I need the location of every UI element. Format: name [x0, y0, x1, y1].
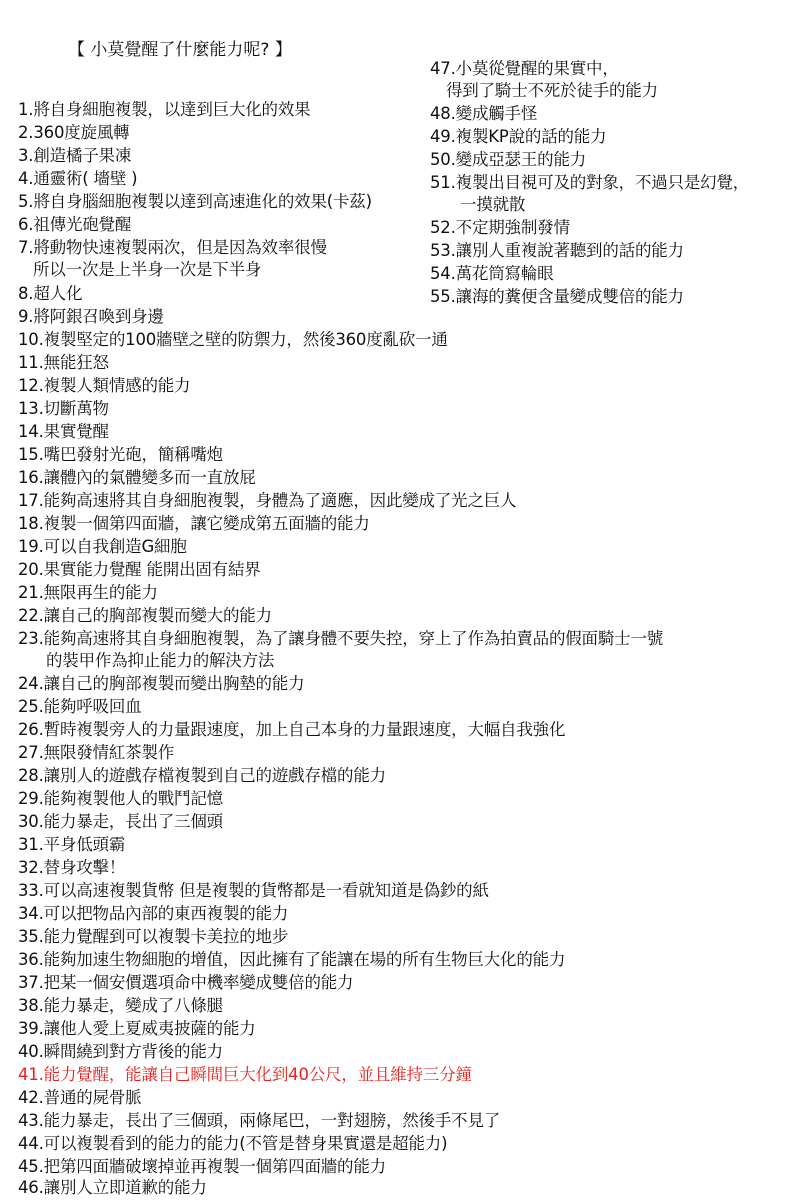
list-item: 33.可以高速複製貨幣 但是複製的貨幣都是一看就知道是偽鈔的紙 [18, 881, 489, 900]
list-item: 4.通靈術( 墻壁 ) [18, 169, 138, 188]
list-item: 23.能夠高速將其自身細胞複製，為了讓身體不要失控，穿上了作為拍賣品的假面騎士一號 [18, 629, 664, 648]
list-item: 12.複製人類情感的能力 [18, 376, 191, 395]
list-item-continuation: 的裝甲作為抑止能力的解決方法 [46, 651, 275, 670]
list-item: 53.讓別人重複說著聽到的話的能力 [430, 241, 684, 260]
list-item: 25.能夠呼吸回血 [18, 697, 142, 716]
list-item: 49.複製KP說的話的能力 [430, 127, 607, 146]
list-item: 16.讓體內的氣體變多而一直放屁 [18, 468, 256, 487]
list-item: 43.能力暴走，長出了三個頭，兩條尾巴，一對翅膀，然後手不見了 [18, 1111, 501, 1130]
list-item: 45.把第四面牆破壞掉並再複製一個第四面牆的能力 [18, 1157, 386, 1176]
page-title: 【 小莫覺醒了什麼能力呢? 】 [68, 40, 292, 60]
list-item: 5.將自身腦細胞複製以達到高速進化的效果(卡茲) [18, 192, 372, 211]
list-item: 35.能力覺醒到可以複製卡美拉的地步 [18, 927, 289, 946]
list-item: 30.能力暴走，長出了三個頭 [18, 812, 223, 831]
list-item: 2.360度旋風轉 [18, 123, 130, 142]
list-item: 50.變成亞瑟王的能力 [430, 150, 587, 169]
list-item: 1.將自身細胞複製，以達到巨大化的效果 [18, 100, 311, 119]
list-item-highlighted: 41.能力覺醒，能讓自己瞬間巨大化到40公尺，並且維持三分鐘 [18, 1065, 472, 1084]
list-item: 14.果實覺醒 [18, 422, 109, 441]
list-item: 15.嘴巴發射光砲，簡稱嘴炮 [18, 445, 223, 464]
list-item: 11.無能狂怒 [18, 353, 109, 372]
list-item: 55.讓海的糞便含量變成雙倍的能力 [430, 287, 684, 306]
list-item: 34.可以把物品內部的東西複製的能力 [18, 904, 289, 923]
list-item: 39.讓他人愛上夏威夷披薩的能力 [18, 1019, 256, 1038]
list-item: 7.將動物快速複製兩次，但是因為效率很慢 [18, 238, 327, 257]
list-item: 31.平身低頭霸 [18, 835, 126, 854]
list-item: 19.可以自我創造G細胞 [18, 537, 187, 556]
list-item: 9.將阿銀召喚到身邊 [18, 307, 164, 326]
list-item: 40.瞬間繞到對方背後的能力 [18, 1042, 223, 1061]
list-item: 18.複製一個第四面牆，讓它變成第五面牆的能力 [18, 514, 370, 533]
list-item: 3.創造橘子果凍 [18, 146, 132, 165]
list-item: 42.普通的屍骨脈 [18, 1088, 142, 1107]
list-item: 21.無限再生的能力 [18, 583, 158, 602]
list-item: 46.讓別人立即道歉的能力 [18, 1178, 207, 1197]
list-item: 13.切斷萬物 [18, 399, 109, 418]
list-item: 17.能夠高速將其自身細胞複製，身體為了適應，因此變成了光之巨人 [18, 491, 517, 510]
list-item: 26.暫時複製旁人的力量跟速度，加上自己本身的力量跟速度，大幅自我強化 [18, 720, 566, 739]
list-item: 22.讓自己的胸部複製而變大的能力 [18, 606, 272, 625]
list-item: 27.無限發情紅茶製作 [18, 743, 175, 762]
list-item: 54.萬花筒寫輪眼 [430, 264, 554, 283]
list-item: 8.超人化 [18, 284, 83, 303]
list-item: 32.替身攻擊！ [18, 858, 126, 877]
list-item: 52.不定期強制發情 [430, 218, 570, 237]
list-item: 51.複製出目視可及的對象，不過只是幻覺， [430, 173, 750, 192]
list-item: 36.能夠加速生物細胞的增值，因此擁有了能讓在場的所有生物巨大化的能力 [18, 950, 566, 969]
list-item: 20.果實能力覺醒 能開出固有結界 [18, 560, 261, 579]
list-item: 28.讓別人的遊戲存檔複製到自己的遊戲存檔的能力 [18, 766, 386, 785]
list-item: 47.小莫從覺醒的果實中， [430, 59, 619, 78]
list-item: 38.能力暴走，變成了八條腿 [18, 996, 223, 1015]
list-item: 37.把某一個安價選項命中機率變成雙倍的能力 [18, 973, 354, 992]
list-item: 24.讓自己的胸部複製而變出胸墊的能力 [18, 674, 305, 693]
list-item-continuation: 得到了騎士不死於徒手的能力 [446, 81, 658, 100]
list-item: 6.祖傳光砲覺醒 [18, 215, 132, 234]
list-item-continuation: 所以一次是上半身一次是下半身 [33, 260, 262, 279]
list-item: 10.複製堅定的100牆壁之壁的防禦力，然後360度亂砍一通 [18, 330, 448, 349]
list-item-continuation: 一摸就散 [460, 195, 526, 214]
list-item: 29.能夠複製他人的戰鬥記憶 [18, 789, 223, 808]
list-item: 48.變成觸手怪 [430, 104, 538, 123]
list-item: 44.可以複製看到的能力的能力(不管是替身果實還是超能力) [18, 1134, 448, 1153]
